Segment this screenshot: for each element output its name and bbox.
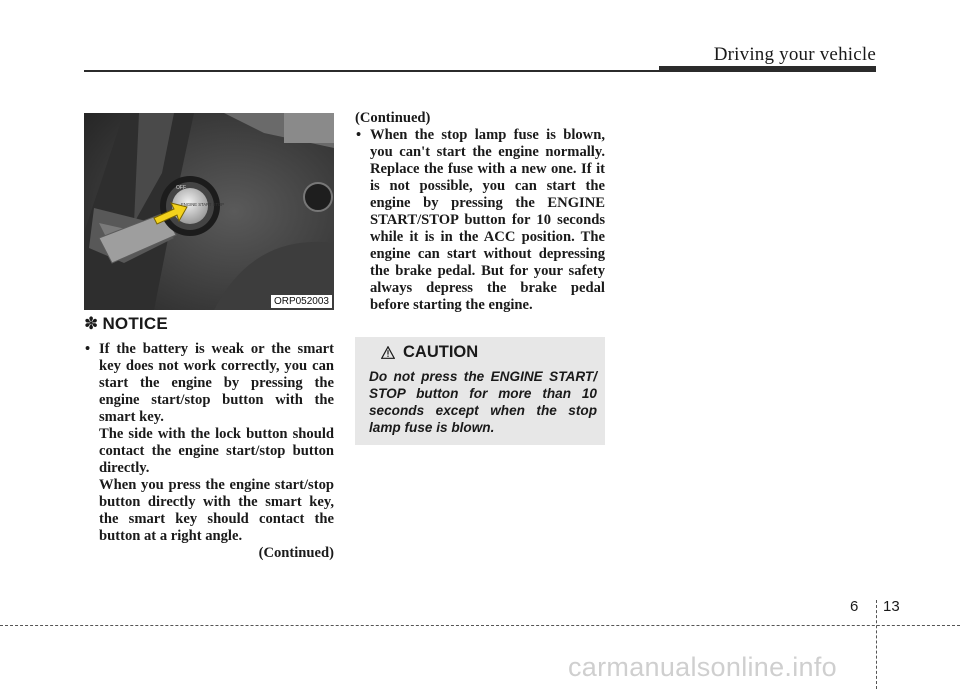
footer-divider: [876, 600, 877, 689]
section-title: Driving your vehicle: [713, 44, 876, 65]
continued-column: [355, 110, 605, 314]
caution-title: CAUTION: [403, 343, 479, 361]
notice-heading: [84, 314, 168, 334]
chapter-number: 6: [850, 598, 859, 615]
button-off-label: OFF: [176, 185, 186, 191]
continued-label: (Continued): [258, 545, 334, 561]
notice-paragraph: The side with the lock button should contact the engine start/stop button directly.: [99, 426, 334, 476]
notice-paragraph: When you press the engine start/stop button directly with the smart key, the smart key should contact the button at a right angle.: [99, 477, 334, 544]
notice-mark-icon: ✽: [84, 314, 99, 333]
fuse-bullet: • When the stop lamp fuse is blown, you can't start the engine normally. Replace the fuse with a new one. If it is not possible, you can start the engine by pressing the ENGINE START/STOP button for 10 seconds while it is in the ACC position. The engine can start without depressing the brake pedal. But for your safety always depress the brake pedal before starting the engine.: [355, 127, 605, 314]
notice-body: [84, 341, 334, 562]
button-engine-label: ENGINE START STOP: [181, 202, 224, 207]
figure-code: ORP052003: [271, 295, 332, 308]
dashboard-photo: [84, 113, 334, 310]
page-number: 13: [883, 598, 900, 615]
header-rule: [84, 70, 659, 72]
warning-triangle-icon: [381, 346, 395, 359]
dashboard-illustration: [84, 113, 334, 310]
caution-box: [355, 337, 605, 445]
notice-bullet: • If the battery is weak or the smart key does not work correctly, you can start the engine by pressing the engine start/stop button with the smart key.: [84, 341, 334, 426]
caution-text: Do not press the ENGINE START/ STOP button for more than 10 seconds except when the stop lamp fuse is blown.: [369, 369, 597, 435]
caution-heading: [381, 343, 597, 362]
continued-label: (Continued): [355, 110, 431, 126]
header-rule-thick: [659, 66, 876, 72]
notice-title: NOTICE: [102, 314, 168, 333]
watermark: carmanualsonline.info: [568, 652, 837, 682]
footer-rule: [0, 625, 960, 626]
